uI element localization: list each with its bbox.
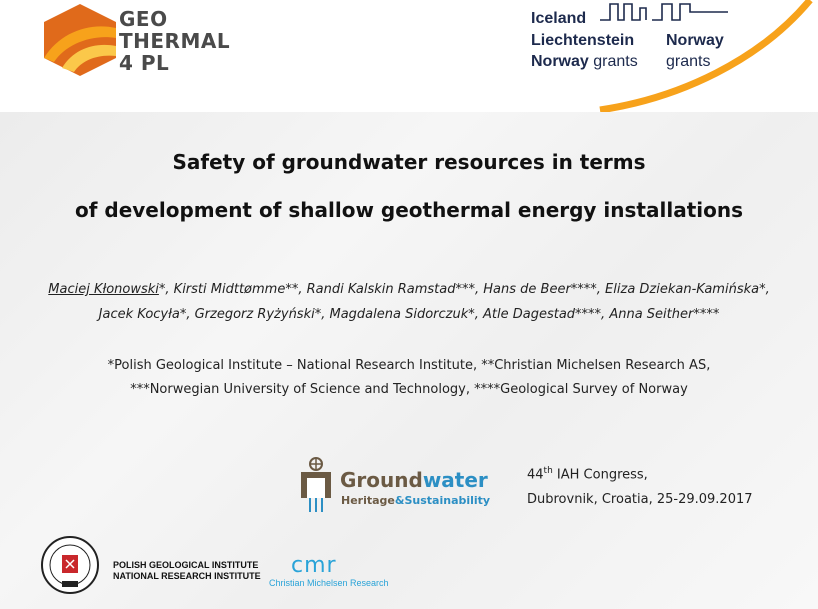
geothermal-hexagon-icon — [40, 2, 120, 78]
title-line1: Safety of groundwater resources in terms — [172, 150, 646, 174]
gw-title-ground: Ground — [340, 468, 423, 492]
title-line2: of development of shallow geothermal energy installations — [74, 198, 743, 222]
affiliations-line2: ***Norwegian University of Science and Technology, ****Geological Survey of Norway — [130, 382, 688, 397]
gw-sub-heritage: Heritage — [341, 494, 395, 507]
cmr-name: Christian Michelsen Research — [269, 578, 389, 588]
congress-suffix: th — [543, 466, 553, 476]
grants-norway-line — [531, 53, 638, 71]
groundwater-subtitle — [341, 494, 490, 507]
pgi-line2: NATIONAL RESEARCH INSTITUTE — [113, 571, 261, 581]
gw-title-water: water — [422, 468, 488, 492]
grants-iceland: Iceland — [531, 10, 587, 27]
grants-norway2: Norway — [666, 32, 724, 49]
authors-line1-rest: *, Kirsti Midttømme**, Randi Kalskin Ramstad***, Hans de Beer****, Eliza Dziekan-Kamińska*, — [158, 282, 770, 297]
gw-sub-sustainability: Sustainability — [404, 494, 491, 507]
congress-number: 44 — [527, 467, 544, 483]
grants-liechtenstein: Liechtenstein — [531, 32, 635, 49]
congress-line2: Dubrovnik, Croatia, 25-29.09.2017 — [527, 492, 753, 507]
authors-line2: Jacek Kocyła*, Grzegorz Ryżyński*, Magdalena Sidorczuk*, Atle Dagestad****, Anna Seither**** — [98, 307, 720, 322]
groundwater-title — [340, 468, 488, 492]
grants-skyline-icon — [600, 0, 730, 26]
geo-text-line3: 4 PL — [119, 51, 170, 75]
groundwater-well-icon — [298, 456, 334, 514]
geo-text-line1: GEO — [119, 7, 168, 31]
pgi-line1: POLISH GEOLOGICAL INSTITUTE — [113, 560, 259, 570]
gw-sub-amp: & — [394, 494, 405, 507]
affiliations-line1: *Polish Geological Institute – National Research Institute, **Christian Michelsen Research AS, — [107, 358, 711, 373]
grants-grants: grants — [593, 53, 638, 70]
pgi-name — [113, 560, 261, 582]
pgi-seal-icon — [40, 535, 100, 595]
authors-line1 — [0, 282, 818, 297]
grants-norway: Norway — [531, 53, 589, 70]
cmr-logo: cmr — [291, 553, 337, 578]
geothermal-logo-text — [119, 8, 230, 74]
grants-grants2: grants — [666, 53, 711, 70]
congress-line1 — [527, 466, 648, 482]
geo-text-line2: THERMAL — [119, 29, 231, 53]
congress-line1-rest: IAH Congress, — [552, 467, 648, 483]
first-author: Maciej Kłonowski — [48, 282, 159, 297]
